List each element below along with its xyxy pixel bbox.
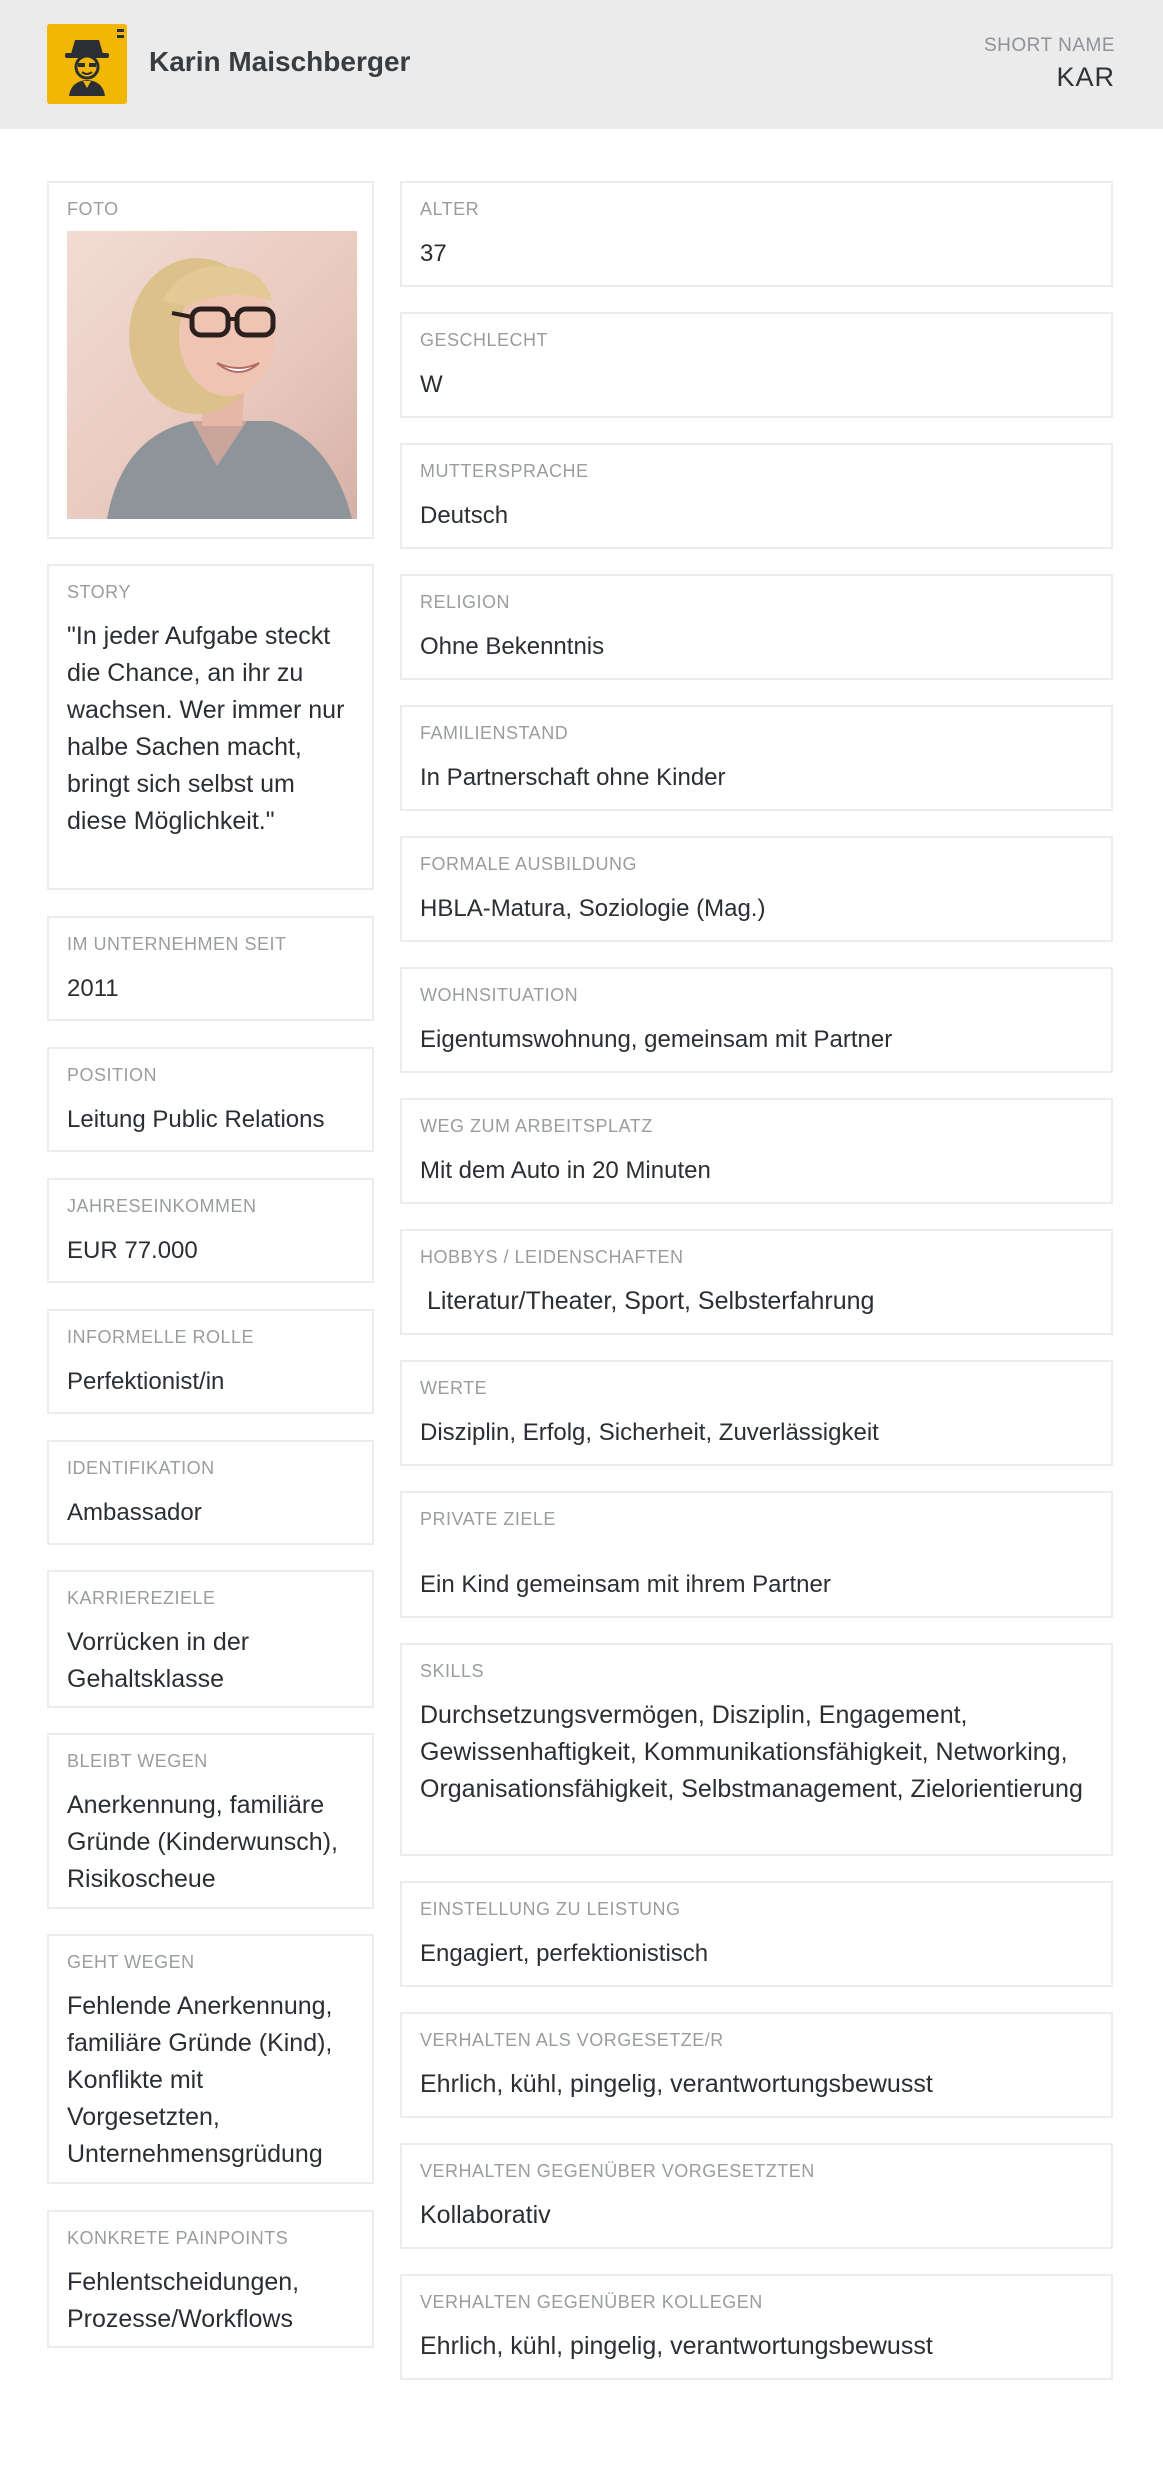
income-value: EUR 77.000 [67, 1237, 198, 1264]
position-label: POSITION [67, 1065, 158, 1085]
religion-label: RELIGION [420, 592, 511, 612]
gender-label: GESCHLECHT [420, 330, 549, 350]
hobbies-value: Literatur/Theater, Sport, Selbsterfahrung [420, 1287, 875, 1315]
persona-photo [67, 231, 357, 519]
lang-label: MUTTERSPRACHE [420, 461, 589, 481]
edu-label: FORMALE AUSBILDUNG [420, 854, 638, 874]
career-value: Vorrücken in der Gehaltsklasse [67, 1628, 250, 1693]
to-boss-value: Kollaborativ [420, 2201, 551, 2229]
as-boss-label: VERHALTEN ALS VORGESETZE/R [420, 2030, 724, 2050]
family-label: FAMILIENSTAND [420, 723, 569, 743]
since-label: IM UNTERNEHMEN SEIT [67, 934, 287, 954]
persona-avatar-icon [47, 24, 127, 104]
card-leaves [47, 1934, 374, 2184]
card-living [400, 967, 1113, 1073]
card-career [47, 1570, 374, 1708]
card-edu [400, 836, 1113, 942]
goals-label: PRIVATE ZIELE [420, 1509, 556, 1529]
card-position [47, 1047, 374, 1152]
card-attitude [400, 1881, 1113, 1987]
card-to-boss [400, 2143, 1113, 2249]
story-label: STORY [67, 582, 131, 602]
role-label: INFORMELLE ROLLE [67, 1327, 255, 1347]
to-boss-label: VERHALTEN GEGENÜBER VORGESETZTEN [420, 2161, 815, 2181]
foto-label: FOTO [67, 199, 119, 219]
card-pain [47, 2210, 374, 2348]
card-values [400, 1360, 1113, 1466]
card-income [47, 1178, 374, 1283]
role-value: Perfektionist/in [67, 1368, 225, 1395]
card-skills [400, 1643, 1113, 1856]
living-value: Eigentumswohnung, gemeinsam mit Partner [420, 1026, 893, 1053]
card-since [47, 916, 374, 1021]
values-value: Disziplin, Erfolg, Sicherheit, Zuverlässigkeit [420, 1419, 879, 1446]
since-value: 2011 [67, 975, 119, 1002]
card-family [400, 705, 1113, 811]
header [0, 0, 1163, 129]
short-name-label: SHORT NAME [984, 35, 1115, 56]
goals-value: Ein Kind gemeinsam mit ihrem Partner [420, 1571, 831, 1598]
card-foto [47, 181, 374, 539]
position-value: Leitung Public Relations [67, 1106, 325, 1133]
attitude-value: Engagiert, perfektionistisch [420, 1940, 709, 1967]
story-text: "In jeder Aufgabe steckt die Chance, an ihr zu wachsen. Wer immer nur halbe Sachen macht, bringt sich selbst um diese Möglichkeit." [67, 622, 345, 835]
lang-value: Deutsch [420, 502, 509, 529]
card-commute [400, 1098, 1113, 1204]
card-age [400, 181, 1113, 287]
leaves-label: GEHT WEGEN [67, 1952, 195, 1972]
career-label: KARRIEREZIELE [67, 1588, 216, 1608]
commute-value: Mit dem Auto in 20 Minuten [420, 1157, 711, 1184]
card-goals [400, 1491, 1113, 1618]
card-religion [400, 574, 1113, 680]
religion-value: Ohne Bekenntnis [420, 633, 605, 660]
to-peers-value: Ehrlich, kühl, pingelig, verantwortungsbewusst [420, 2332, 933, 2360]
stays-label: BLEIBT WEGEN [67, 1751, 208, 1771]
age-value: 37 [420, 240, 447, 267]
card-role [47, 1309, 374, 1414]
card-as-boss [400, 2012, 1113, 2118]
to-peers-label: VERHALTEN GEGENÜBER KOLLEGEN [420, 2292, 763, 2312]
gender-value: W [420, 371, 443, 398]
card-lang [400, 443, 1113, 549]
income-label: JAHRESEINKOMMEN [67, 1196, 257, 1216]
pain-value: Fehlentscheidungen, Prozesse/Workflows [67, 2268, 300, 2333]
ident-label: IDENTIFIKATION [67, 1458, 215, 1478]
card-to-peers [400, 2274, 1113, 2380]
skills-label: SKILLS [420, 1661, 485, 1681]
card-ident [47, 1440, 374, 1545]
skills-value: Durchsetzungsvermögen, Disziplin, Engagement, Gewissenhaftigkeit, Kommunikationsfähigkeit, Networking, Organisationsfähigkeit, Selbstmanagement, Zielorientierung [420, 1701, 1083, 1803]
hobbies-label: HOBBYS / LEIDENSCHAFTEN [420, 1247, 684, 1267]
ident-value: Ambassador [67, 1499, 202, 1526]
leaves-value: Fehlende Anerkennung, familiäre Gründe (Kind), Konflikte mit Vorgesetzten, Unternehmensgrüdung [67, 1992, 333, 2168]
stays-value: Anerkennung, familiäre Gründe (Kinderwunsch), Risikoscheue [67, 1791, 338, 1893]
living-label: WOHNSITUATION [420, 985, 579, 1005]
as-boss-value: Ehrlich, kühl, pingelig, verantwortungsbewusst [420, 2070, 933, 2098]
family-value: In Partnerschaft ohne Kinder [420, 764, 726, 791]
edu-value: HBLA-Matura, Soziologie (Mag.) [420, 895, 766, 922]
short-name-value: KAR [1056, 62, 1115, 92]
pain-label: KONKRETE PAINPOINTS [67, 2228, 289, 2248]
age-label: ALTER [420, 199, 480, 219]
persona-name: Karin Maischberger [149, 46, 411, 77]
commute-label: WEG ZUM ARBEITSPLATZ [420, 1116, 653, 1136]
card-stays [47, 1733, 374, 1909]
attitude-label: EINSTELLUNG ZU LEISTUNG [420, 1899, 681, 1919]
values-label: WERTE [420, 1378, 488, 1398]
card-hobbies [400, 1229, 1113, 1335]
card-story [47, 564, 374, 890]
card-gender [400, 312, 1113, 418]
